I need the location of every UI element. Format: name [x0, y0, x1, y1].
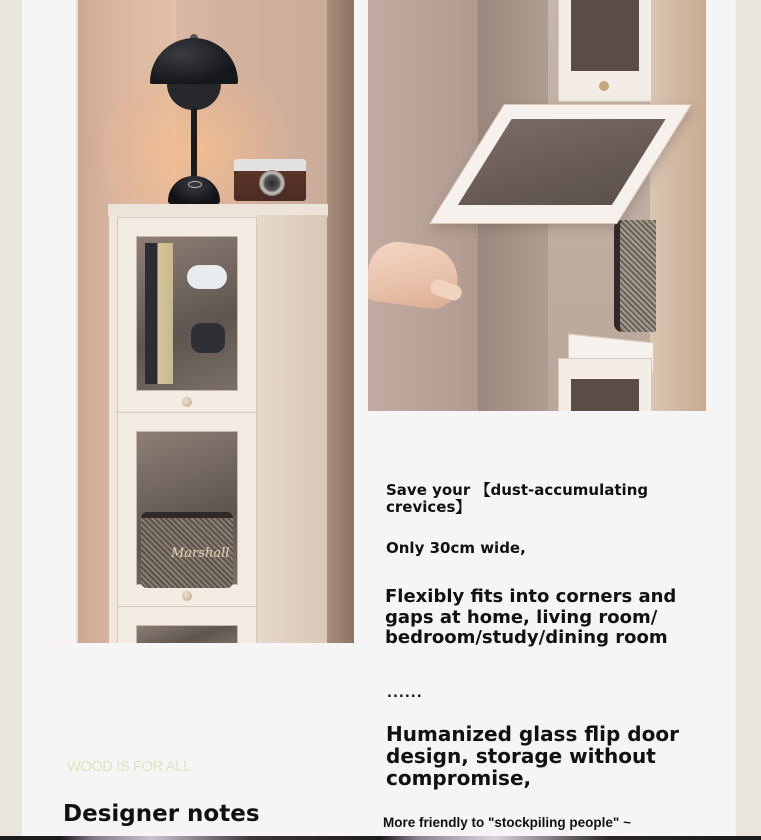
- lamp-switch: [188, 181, 202, 188]
- door-glass: [458, 119, 666, 205]
- door-glass: [136, 625, 238, 643]
- books: [145, 243, 173, 384]
- cabinet-door-bottom: [117, 606, 257, 643]
- door-knob: [182, 591, 192, 601]
- page-border-left: [0, 0, 22, 840]
- cabinet-door-bottom: [558, 358, 652, 411]
- feature-glass-flip-door: Humanized glass flip door design, storage without compromise,: [386, 722, 679, 790]
- product-photo-flip-door: [368, 0, 706, 411]
- cabinet-door-top: [558, 0, 652, 102]
- feature-ellipsis: ......: [387, 686, 423, 701]
- feature-save-crevices: Save your 【dust-accumulating crevices】: [386, 481, 649, 516]
- door-glass: [571, 379, 639, 411]
- cabinet-door-top: [117, 217, 257, 414]
- feature-stockpiling: More friendly to "stockpiling people" ~: [383, 815, 631, 830]
- door-glass: [136, 431, 238, 585]
- lamp-stem: [191, 108, 197, 180]
- speaker: [614, 220, 656, 332]
- feature-flexible-fit: Flexibly fits into corners and gaps at home, living room/ bedroom/study/dining room: [385, 586, 677, 648]
- page-border-right: [735, 0, 761, 840]
- product-photo-cabinet: [54, 0, 354, 643]
- hand: [368, 238, 462, 312]
- game-controller-white: [187, 265, 227, 289]
- section-title: Designer notes: [63, 801, 260, 827]
- cabinet-door-middle: [117, 412, 257, 608]
- next-image-edge: [0, 836, 761, 840]
- door-frame: [54, 0, 78, 643]
- camera-lens: [259, 170, 285, 196]
- speaker-logo: Marshall: [171, 546, 230, 561]
- brand-tagline: WOOD IS FOR ALL: [67, 759, 191, 775]
- speaker: [141, 512, 233, 588]
- door-glass: [136, 236, 238, 391]
- door-knob: [182, 397, 192, 407]
- wall-corner: [327, 0, 354, 643]
- feature-width: Only 30cm wide,: [386, 539, 526, 557]
- cabinet-side: [650, 0, 706, 411]
- door-glass: [571, 0, 639, 71]
- door-knob: [599, 81, 609, 91]
- game-controller-dark: [191, 323, 225, 353]
- cabinet-side: [257, 215, 327, 643]
